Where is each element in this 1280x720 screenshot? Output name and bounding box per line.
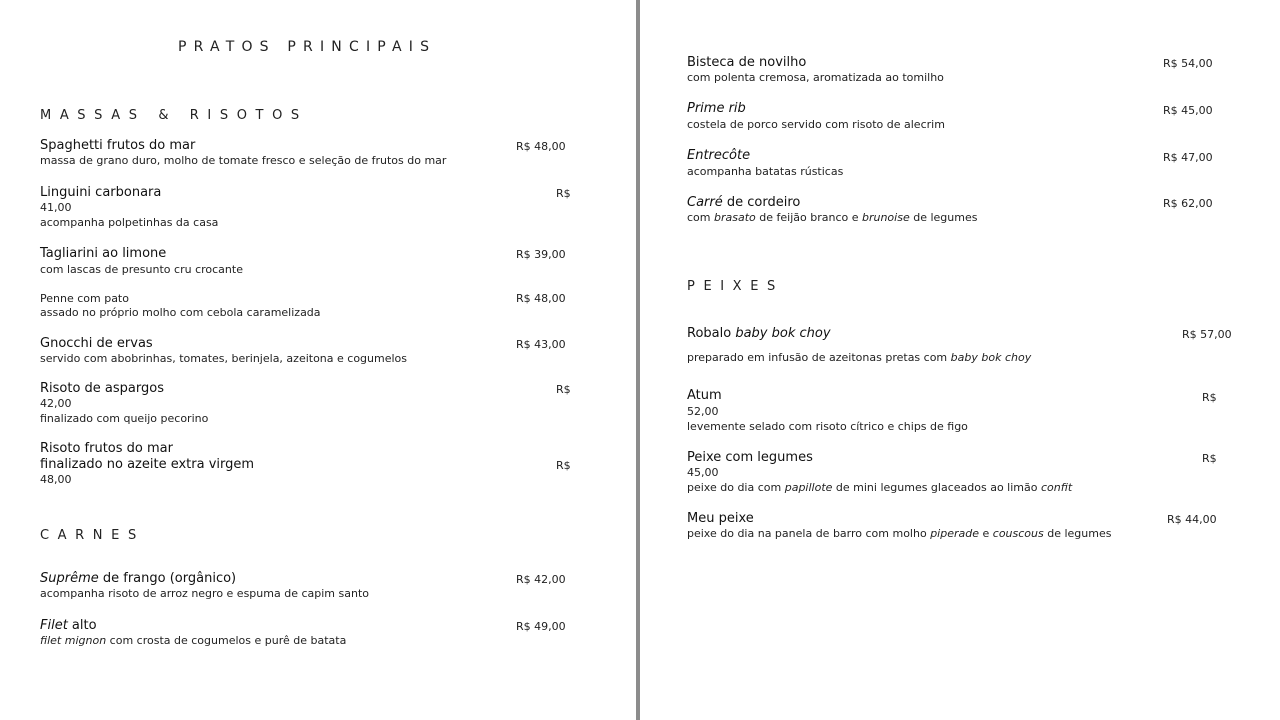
item-name: Tagliarini ao limone	[40, 246, 167, 261]
desc-part: com	[687, 211, 714, 224]
item-name: Spaghetti frutos do mar	[40, 138, 196, 153]
desc-part: de legumes	[909, 211, 978, 224]
item-price: R$ 48,00	[516, 140, 566, 153]
item-name-italic: Filet	[40, 618, 68, 633]
desc-part: peixe do dia com	[687, 481, 785, 494]
desc-part: preparado em infusão de azeitonas pretas com	[687, 351, 951, 364]
item-price: R$ 42,00	[516, 573, 566, 586]
item-name	[40, 618, 97, 634]
desc-part-italic: confit	[1040, 481, 1073, 494]
item-name-rest: alto	[67, 618, 97, 633]
item-description	[687, 211, 977, 225]
item-name-italic: baby bok choy	[735, 326, 831, 341]
item-description	[687, 527, 1111, 541]
desc-part: de mini legumes glaceados ao limão	[832, 481, 1041, 494]
item-name	[687, 195, 800, 211]
item-price-currency: R$	[1202, 391, 1217, 404]
item-price: R$ 57,00	[1182, 328, 1232, 341]
desc-part-italic: brunoise	[861, 211, 910, 224]
item-description-italic: filet mignon	[40, 634, 107, 647]
item-price: R$ 54,00	[1163, 57, 1213, 70]
item-name-rest: de frango (orgânico)	[98, 571, 237, 586]
item-description: com lascas de presunto cru crocante	[40, 263, 243, 276]
item-name: Peixe com legumes	[687, 450, 813, 465]
item-description: levemente selado com risoto cítrico e chips de figo	[687, 420, 968, 433]
item-name: Risoto frutos do mar	[40, 441, 173, 456]
item-name	[40, 571, 236, 587]
item-name: Atum	[687, 388, 722, 403]
item-description: acompanha polpetinhas da casa	[40, 216, 219, 229]
item-name: Gnocchi de ervas	[40, 336, 153, 351]
item-name: Bisteca de novilho	[687, 55, 807, 70]
item-name: Meu peixe	[687, 511, 754, 526]
item-price: R$ 44,00	[1167, 513, 1217, 526]
item-description: acompanha risoto de arroz negro e espuma de capim santo	[40, 587, 369, 600]
item-description	[687, 351, 1031, 365]
item-price-currency: R$	[556, 383, 571, 396]
section-title-peixes: PEIXES	[687, 279, 784, 294]
item-name: Linguini carbonara	[40, 185, 162, 200]
item-name-rest: de cordeiro	[722, 195, 801, 210]
item-name-italic: Carré	[687, 195, 723, 210]
desc-part-italic: baby bok choy	[950, 351, 1032, 364]
item-price-currency: R$	[556, 459, 571, 472]
desc-part: de legumes	[1043, 527, 1112, 540]
item-price-value: 42,00	[40, 397, 72, 410]
item-description: acompanha batatas rústicas	[687, 165, 844, 178]
desc-part-italic: brasato	[714, 211, 756, 224]
item-description: assado no próprio molho com cebola caramelizada	[40, 306, 321, 319]
desc-part-italic: piperade	[930, 527, 979, 540]
item-price: R$ 62,00	[1163, 197, 1213, 210]
desc-part-italic: couscous	[992, 527, 1044, 540]
item-description	[40, 634, 346, 648]
item-name-italic: Suprême	[40, 571, 99, 586]
item-price: R$ 43,00	[516, 338, 566, 351]
item-name: Prime rib	[687, 101, 746, 116]
item-description-rest: com crosta de cogumelos e purê de batata	[106, 634, 347, 647]
item-description: com polenta cremosa, aromatizada ao tomilho	[687, 71, 944, 84]
item-name	[687, 326, 831, 342]
item-description: servido com abobrinhas, tomates, berinjela, azeitona e cogumelos	[40, 352, 408, 365]
item-name-line2: finalizado no azeite extra virgem	[40, 457, 255, 472]
section-title-massas: MASSAS & RISOTOS	[40, 108, 308, 123]
desc-part-italic: papillote	[784, 481, 833, 494]
desc-part: peixe do dia na panela de barro com molho	[687, 527, 931, 540]
item-price: R$ 45,00	[1163, 104, 1213, 117]
section-title-carnes: CARNES	[40, 528, 145, 543]
item-description	[687, 481, 1072, 495]
item-name: Risoto de aspargos	[40, 381, 164, 396]
item-price-currency: R$	[556, 187, 571, 200]
item-name: Penne com pato	[40, 292, 129, 305]
item-price: R$ 49,00	[516, 620, 566, 633]
item-price-value: 52,00	[687, 405, 719, 418]
item-price-value: 48,00	[40, 473, 72, 486]
page-divider	[636, 0, 640, 720]
item-description: costela de porco servido com risoto de alecrim	[687, 118, 945, 131]
item-price: R$ 39,00	[516, 248, 566, 261]
item-price-value: 41,00	[40, 201, 72, 214]
item-price: R$ 47,00	[1163, 151, 1213, 164]
desc-part: de feijão branco e	[755, 211, 862, 224]
item-description: finalizado com queijo pecorino	[40, 412, 209, 425]
item-name-rest: Robalo	[687, 326, 736, 341]
item-price: R$ 48,00	[516, 292, 566, 305]
item-price-currency: R$	[1202, 452, 1217, 465]
page-title: PRATOS PRINCIPAIS	[178, 39, 437, 55]
desc-part: e	[979, 527, 993, 540]
item-name: Entrecôte	[687, 148, 751, 163]
item-description: massa de grano duro, molho de tomate fresco e seleção de frutos do mar	[40, 154, 447, 167]
item-price-value: 45,00	[687, 466, 719, 479]
